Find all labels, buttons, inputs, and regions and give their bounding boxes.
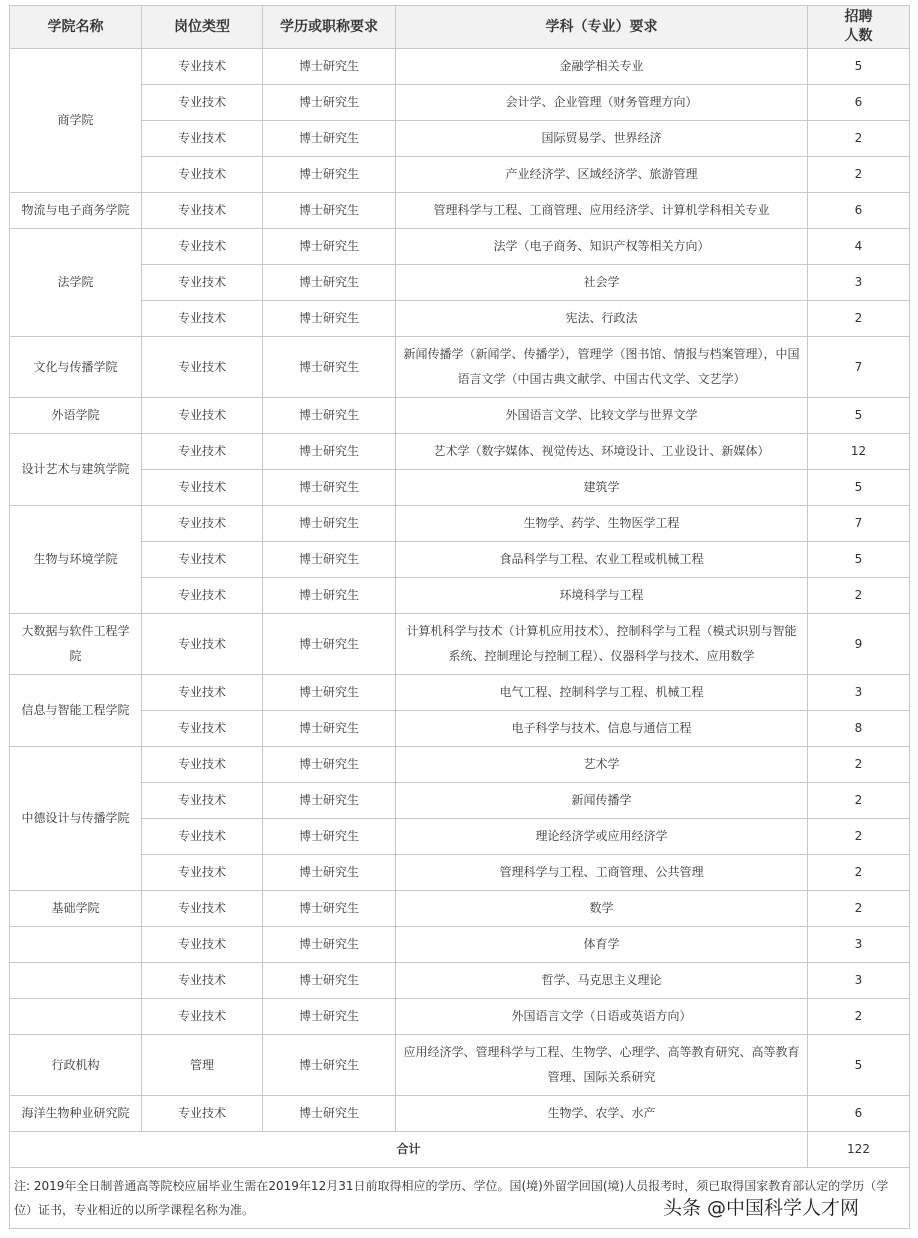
table-row <box>10 121 910 157</box>
discipline-cell: 社会学 <box>396 265 808 301</box>
header-row <box>10 6 910 49</box>
college-cell: 信息与智能工程学院 <box>10 675 142 747</box>
discipline-cell: 生物学、药学、生物医学工程 <box>396 506 808 542</box>
post-type-cell: 专业技术 <box>142 927 263 963</box>
post-type-cell: 专业技术 <box>142 855 263 891</box>
discipline-cell: 建筑学 <box>396 470 808 506</box>
discipline-cell: 理论经济学或应用经济学 <box>396 819 808 855</box>
count-cell: 3 <box>808 675 910 711</box>
discipline-cell: 会计学、企业管理（财务管理方向） <box>396 85 808 121</box>
post-type-cell: 专业技术 <box>142 157 263 193</box>
college-cell: 法学院 <box>10 229 142 337</box>
discipline-cell: 产业经济学、区域经济学、旅游管理 <box>396 157 808 193</box>
college-cell: 中德设计与传播学院 <box>10 747 142 891</box>
discipline-cell: 环境科学与工程 <box>396 578 808 614</box>
degree-cell: 博士研究生 <box>263 193 396 229</box>
watermark: 头条 @中国科学人才网 <box>663 1197 860 1219</box>
count-cell: 2 <box>808 157 910 193</box>
count-cell: 9 <box>808 614 910 675</box>
degree-cell: 博士研究生 <box>263 398 396 434</box>
post-type-cell: 专业技术 <box>142 265 263 301</box>
table-row <box>10 229 910 265</box>
post-type-cell: 专业技术 <box>142 229 263 265</box>
count-cell: 8 <box>808 711 910 747</box>
post-type-cell: 专业技术 <box>142 1096 263 1132</box>
college-cell: 外语学院 <box>10 398 142 434</box>
count-cell: 2 <box>808 301 910 337</box>
degree-cell: 博士研究生 <box>263 999 396 1035</box>
degree-cell: 博士研究生 <box>263 301 396 337</box>
table-row <box>10 337 910 398</box>
degree-cell: 博士研究生 <box>263 229 396 265</box>
degree-cell: 博士研究生 <box>263 506 396 542</box>
table-row <box>10 301 910 337</box>
count-cell: 6 <box>808 85 910 121</box>
discipline-cell: 新闻传播学 <box>396 783 808 819</box>
table-row <box>10 614 910 675</box>
degree-cell: 博士研究生 <box>263 265 396 301</box>
count-cell: 5 <box>808 398 910 434</box>
degree-cell: 博士研究生 <box>263 542 396 578</box>
total-label: 合计 <box>10 1132 808 1168</box>
table-row <box>10 506 910 542</box>
college-cell: 大数据与软件工程学院 <box>10 614 142 675</box>
post-type-cell: 专业技术 <box>142 398 263 434</box>
college-cell: 设计艺术与建筑学院 <box>10 434 142 506</box>
post-type-cell: 专业技术 <box>142 470 263 506</box>
degree-cell: 博士研究生 <box>263 614 396 675</box>
post-type-cell: 专业技术 <box>142 542 263 578</box>
college-cell <box>10 999 142 1035</box>
table-row <box>10 49 910 85</box>
degree-cell: 博士研究生 <box>263 85 396 121</box>
college-cell <box>10 927 142 963</box>
degree-cell: 博士研究生 <box>263 337 396 398</box>
discipline-cell: 宪法、行政法 <box>396 301 808 337</box>
degree-cell: 博士研究生 <box>263 891 396 927</box>
header-degree: 学历或职称要求 <box>263 6 396 49</box>
discipline-cell: 电气工程、控制科学与工程、机械工程 <box>396 675 808 711</box>
table-row <box>10 675 910 711</box>
degree-cell: 博士研究生 <box>263 747 396 783</box>
college-cell: 商学院 <box>10 49 142 193</box>
table-row <box>10 855 910 891</box>
table-row <box>10 157 910 193</box>
post-type-cell: 专业技术 <box>142 963 263 999</box>
college-cell: 文化与传播学院 <box>10 337 142 398</box>
table-row <box>10 999 910 1035</box>
degree-cell: 博士研究生 <box>263 434 396 470</box>
post-type-cell: 专业技术 <box>142 783 263 819</box>
college-cell <box>10 963 142 999</box>
table-row <box>10 1096 910 1132</box>
count-cell: 5 <box>808 1035 910 1096</box>
count-cell: 6 <box>808 1096 910 1132</box>
header-count-line1: 招聘 <box>844 9 873 25</box>
discipline-cell: 管理科学与工程、工商管理、应用经济学、计算机学科相关专业 <box>396 193 808 229</box>
discipline-cell: 体育学 <box>396 927 808 963</box>
count-cell: 12 <box>808 434 910 470</box>
total-count: 122 <box>808 1132 910 1168</box>
degree-cell: 博士研究生 <box>263 927 396 963</box>
header-college: 学院名称 <box>10 6 142 49</box>
post-type-cell: 专业技术 <box>142 614 263 675</box>
table-row <box>10 265 910 301</box>
table-row <box>10 963 910 999</box>
discipline-cell: 金融学相关专业 <box>396 49 808 85</box>
count-cell: 5 <box>808 542 910 578</box>
college-cell: 海洋生物种业研究院 <box>10 1096 142 1132</box>
count-cell: 2 <box>808 999 910 1035</box>
degree-cell: 博士研究生 <box>263 470 396 506</box>
post-type-cell: 专业技术 <box>142 711 263 747</box>
table-row <box>10 783 910 819</box>
degree-cell: 博士研究生 <box>263 1035 396 1096</box>
count-cell: 7 <box>808 337 910 398</box>
college-cell: 基础学院 <box>10 891 142 927</box>
count-cell: 2 <box>808 891 910 927</box>
discipline-cell: 外国语言文学（日语或英语方向） <box>396 999 808 1035</box>
total-row <box>10 1132 910 1168</box>
discipline-cell: 计算机科学与技术（计算机应用技术）、控制科学与工程（模式识别与智能系统、控制理论与控制工程）、仪器科学与技术、应用数学 <box>396 614 808 675</box>
degree-cell: 博士研究生 <box>263 855 396 891</box>
degree-cell: 博士研究生 <box>263 121 396 157</box>
count-cell: 2 <box>808 747 910 783</box>
header-discipline: 学科（专业）要求 <box>396 6 808 49</box>
discipline-cell: 艺术学 <box>396 747 808 783</box>
discipline-cell: 哲学、马克思主义理论 <box>396 963 808 999</box>
degree-cell: 博士研究生 <box>263 157 396 193</box>
college-cell: 生物与环境学院 <box>10 506 142 614</box>
table-row <box>10 193 910 229</box>
post-type-cell: 专业技术 <box>142 121 263 157</box>
post-type-cell: 专业技术 <box>142 301 263 337</box>
discipline-cell: 新闻传播学（新闻学、传播学），管理学（图书馆、情报与档案管理），中国语言文学（中国古典文献学、中国古代文学、文艺学） <box>396 337 808 398</box>
discipline-cell: 数学 <box>396 891 808 927</box>
post-type-cell: 专业技术 <box>142 337 263 398</box>
table-row <box>10 434 910 470</box>
header-count-line2: 人数 <box>844 28 873 44</box>
post-type-cell: 专业技术 <box>142 747 263 783</box>
count-cell: 3 <box>808 265 910 301</box>
header-post-type: 岗位类型 <box>142 6 263 49</box>
post-type-cell: 专业技术 <box>142 506 263 542</box>
table-row <box>10 927 910 963</box>
post-type-cell: 专业技术 <box>142 891 263 927</box>
degree-cell: 博士研究生 <box>263 49 396 85</box>
count-cell: 4 <box>808 229 910 265</box>
table-row <box>10 747 910 783</box>
table-row <box>10 470 910 506</box>
table-row <box>10 711 910 747</box>
discipline-cell: 生物学、农学、水产 <box>396 1096 808 1132</box>
count-cell: 2 <box>808 819 910 855</box>
discipline-cell: 外国语言文学、比较文学与世界文学 <box>396 398 808 434</box>
degree-cell: 博士研究生 <box>263 675 396 711</box>
table-row <box>10 1035 910 1096</box>
table-row <box>10 578 910 614</box>
count-cell: 6 <box>808 193 910 229</box>
post-type-cell: 专业技术 <box>142 49 263 85</box>
count-cell: 7 <box>808 506 910 542</box>
table-row <box>10 819 910 855</box>
recruitment-table-wrapper <box>9 5 909 1229</box>
table-row <box>10 542 910 578</box>
count-cell: 3 <box>808 963 910 999</box>
discipline-cell: 管理科学与工程、工商管理、公共管理 <box>396 855 808 891</box>
table-row <box>10 85 910 121</box>
degree-cell: 博士研究生 <box>263 963 396 999</box>
post-type-cell: 专业技术 <box>142 578 263 614</box>
post-type-cell: 专业技术 <box>142 675 263 711</box>
count-cell: 2 <box>808 783 910 819</box>
post-type-cell: 管理 <box>142 1035 263 1096</box>
discipline-cell: 电子科学与技术、信息与通信工程 <box>396 711 808 747</box>
discipline-cell: 应用经济学、管理科学与工程、生物学、心理学、高等教育研究、高等教育管理、国际关系研究 <box>396 1035 808 1096</box>
post-type-cell: 专业技术 <box>142 193 263 229</box>
post-type-cell: 专业技术 <box>142 819 263 855</box>
header-count <box>808 6 910 49</box>
count-cell: 2 <box>808 578 910 614</box>
degree-cell: 博士研究生 <box>263 578 396 614</box>
degree-cell: 博士研究生 <box>263 783 396 819</box>
note-text: 注: 2019年全日制普通高等院校应届毕业生需在2019年12月31日前取得相应的学历、学位。国(境)外留学回国(境)人员报考时，须已取得国家教育部认定的学历（学位）证书，专业相近的以所学课程名称为准。 <box>10 1168 910 1229</box>
post-type-cell: 专业技术 <box>142 999 263 1035</box>
count-cell: 2 <box>808 855 910 891</box>
table-row <box>10 891 910 927</box>
college-cell: 行政机构 <box>10 1035 142 1096</box>
count-cell: 3 <box>808 927 910 963</box>
count-cell: 5 <box>808 470 910 506</box>
discipline-cell: 国际贸易学、世界经济 <box>396 121 808 157</box>
post-type-cell: 专业技术 <box>142 85 263 121</box>
discipline-cell: 食品科学与工程、农业工程或机械工程 <box>396 542 808 578</box>
discipline-cell: 法学（电子商务、知识产权等相关方向） <box>396 229 808 265</box>
count-cell: 5 <box>808 49 910 85</box>
recruitment-table <box>9 5 910 1229</box>
degree-cell: 博士研究生 <box>263 819 396 855</box>
table-row <box>10 398 910 434</box>
discipline-cell: 艺术学（数字媒体、视觉传达、环境设计、工业设计、新媒体） <box>396 434 808 470</box>
degree-cell: 博士研究生 <box>263 711 396 747</box>
college-cell: 物流与电子商务学院 <box>10 193 142 229</box>
post-type-cell: 专业技术 <box>142 434 263 470</box>
count-cell: 2 <box>808 121 910 157</box>
degree-cell: 博士研究生 <box>263 1096 396 1132</box>
